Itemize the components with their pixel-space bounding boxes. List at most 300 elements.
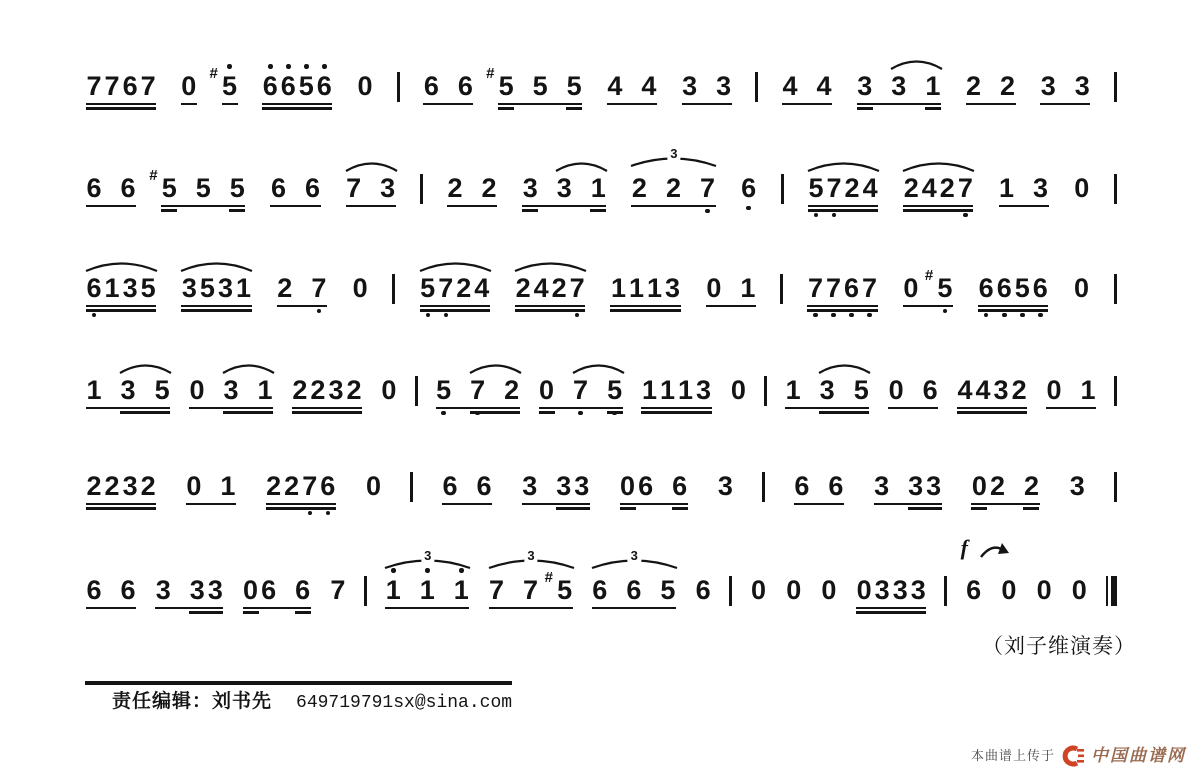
beam-line xyxy=(262,103,332,105)
beam-line xyxy=(86,503,156,505)
triplet-number: 3 xyxy=(421,549,434,562)
slur-arc xyxy=(344,159,399,173)
sub-beam-line xyxy=(857,107,873,109)
beam-line xyxy=(86,507,156,509)
note-group xyxy=(276,275,328,314)
note-digit: 2 xyxy=(86,471,102,501)
sub-beam-line xyxy=(189,611,223,613)
notation-row-5 xyxy=(85,472,1117,512)
note-digit: 5 xyxy=(435,377,453,404)
note-digit: 6 xyxy=(86,173,102,203)
beam-line xyxy=(856,611,926,613)
note-digit: 2 xyxy=(346,375,362,405)
slur-arc xyxy=(889,57,944,71)
note-group xyxy=(806,275,878,314)
note-digit: 5 xyxy=(532,71,548,101)
slur-arc xyxy=(571,361,626,375)
barline xyxy=(1114,376,1117,406)
note-group xyxy=(793,473,845,512)
note-group xyxy=(977,275,1049,314)
note-group xyxy=(85,473,157,512)
barline xyxy=(420,174,423,204)
beam-line xyxy=(292,407,362,409)
note-digit: 7 xyxy=(698,175,716,202)
beam-line xyxy=(186,503,236,505)
note-group xyxy=(486,65,583,112)
beam-line xyxy=(442,503,492,505)
note-group xyxy=(180,73,198,112)
note-digit: 2 xyxy=(903,173,919,203)
note-digit: 0 xyxy=(381,375,397,405)
slur-arc xyxy=(418,259,493,273)
octave-dot-below xyxy=(963,213,968,218)
beam-line xyxy=(155,607,223,609)
beam-line xyxy=(999,205,1049,207)
note-group xyxy=(180,275,252,314)
beam-line xyxy=(978,309,1048,311)
beam-line xyxy=(857,103,941,105)
barline xyxy=(762,472,765,502)
octave-dot-above xyxy=(227,64,232,69)
note-digit: 7 xyxy=(437,275,455,302)
note-digit: 2 xyxy=(292,375,308,405)
note-group xyxy=(419,275,491,314)
footer-editor-line xyxy=(112,691,512,714)
note-digit: 2 xyxy=(1000,71,1016,101)
note-digit: 1 xyxy=(590,173,606,203)
sub-beam-line xyxy=(1023,507,1039,509)
note-group xyxy=(716,473,734,512)
slur-arc xyxy=(118,361,173,375)
note-digit: 0 xyxy=(1001,575,1017,605)
note-digit: 1 xyxy=(104,273,120,303)
beam-line xyxy=(181,309,251,311)
note-group xyxy=(351,275,369,314)
octave-dot-below xyxy=(867,313,872,318)
beam-line xyxy=(86,305,156,307)
note-group xyxy=(856,73,942,112)
octave-dot-above xyxy=(391,568,396,573)
note-group xyxy=(740,175,758,214)
note-digit: 4 xyxy=(533,273,549,303)
octave-dot-above xyxy=(304,64,309,69)
sub-beam-line xyxy=(120,411,170,413)
note-group xyxy=(1035,577,1053,616)
sub-beam-line xyxy=(498,107,514,109)
note-digit: 4 xyxy=(607,71,623,101)
sub-beam-line xyxy=(925,107,941,109)
note-digit: 6 xyxy=(315,73,333,100)
beam-line xyxy=(874,503,942,505)
note-digit: 3 xyxy=(665,273,681,303)
note-group xyxy=(956,377,1028,416)
note-digit: 2 xyxy=(631,173,647,203)
slur-arc xyxy=(468,361,523,375)
note-group xyxy=(681,73,733,112)
note-digit: 6 xyxy=(85,275,103,302)
note-group xyxy=(729,377,747,416)
beam-line xyxy=(515,305,585,307)
note-group xyxy=(188,377,274,416)
note-digit: 0 xyxy=(365,471,381,501)
note-group xyxy=(435,377,521,416)
note-digit: 6 xyxy=(86,575,102,605)
note-group xyxy=(781,73,833,112)
note-digit: 0 xyxy=(888,375,904,405)
note-group xyxy=(521,175,607,214)
note-group xyxy=(269,175,321,214)
note-digit: 3 xyxy=(874,471,890,501)
beam-line xyxy=(856,607,926,609)
octave-dot-below xyxy=(441,411,446,416)
note-group xyxy=(630,146,716,214)
note-digit: 3 xyxy=(717,471,733,501)
note-group xyxy=(960,535,983,616)
note-digit: 3 xyxy=(556,471,572,501)
note-group xyxy=(1000,577,1018,616)
note-digit: 0 xyxy=(1074,273,1090,303)
note-group xyxy=(965,73,1017,112)
beam-line xyxy=(807,309,877,311)
sub-beam-line xyxy=(672,507,688,509)
note-digit: 0 xyxy=(243,575,259,605)
octave-dot-below xyxy=(575,313,580,318)
note-digit: 5 # xyxy=(486,65,514,101)
note-group xyxy=(380,377,398,416)
note-digit: 5 xyxy=(807,175,825,202)
beam-line xyxy=(420,305,490,307)
beam-line xyxy=(807,305,877,307)
beam-line xyxy=(423,103,473,105)
note-digit: 7 xyxy=(310,275,328,302)
beam-line xyxy=(522,205,606,207)
note-digit: 7 xyxy=(301,473,319,500)
note-digit: 2 xyxy=(551,273,567,303)
barline xyxy=(764,376,767,406)
note-group xyxy=(609,275,681,314)
note-digit: 1 xyxy=(235,273,252,303)
beam-line xyxy=(189,407,273,409)
barline xyxy=(410,472,413,502)
sub-beam-line xyxy=(620,507,636,509)
notation-row-6 xyxy=(85,535,1117,616)
note-group xyxy=(705,275,757,314)
beam-line xyxy=(888,407,938,409)
note-digit: 6 xyxy=(261,73,279,100)
sub-beam-line xyxy=(607,411,623,413)
note-group xyxy=(887,377,939,416)
note-digit: 1 xyxy=(659,375,675,405)
note-group xyxy=(606,73,658,112)
note-digit: 3 xyxy=(682,71,698,101)
beam-line xyxy=(161,205,245,207)
note-digit: 3 xyxy=(993,375,1009,405)
beam-line xyxy=(808,209,878,211)
beam-line xyxy=(782,103,832,105)
note-group xyxy=(345,175,397,214)
note-digit: 3 xyxy=(122,273,138,303)
note-digit: 6 xyxy=(995,275,1013,302)
note-digit: 4 xyxy=(921,173,937,203)
note-digit: 6 xyxy=(122,71,138,101)
note-digit: 5 xyxy=(199,273,215,303)
note-digit: 2 xyxy=(447,173,463,203)
octave-dot-below xyxy=(705,209,710,214)
note-digit: 6 xyxy=(977,275,995,302)
note-digit: 5 xyxy=(660,575,676,605)
site-logo-icon xyxy=(1061,745,1085,767)
beam-line xyxy=(86,407,170,409)
beam-line xyxy=(682,103,732,105)
note-group xyxy=(694,577,712,616)
barline xyxy=(755,72,758,102)
beam-line xyxy=(808,205,878,207)
note-group xyxy=(807,175,879,214)
beam-line xyxy=(592,607,676,609)
final-barline xyxy=(1106,576,1118,606)
falling-arrow-icon xyxy=(978,541,1014,563)
beam-line xyxy=(86,103,156,105)
note-digit: 6 xyxy=(828,471,844,501)
octave-dot-below xyxy=(578,411,583,416)
barline xyxy=(1114,472,1117,502)
octave-dot-below xyxy=(832,213,837,218)
note-group xyxy=(785,577,803,616)
editor-email: 649719791sx@sina.com xyxy=(296,693,513,713)
note-digit: 6 xyxy=(279,73,297,100)
note-digit: 0 xyxy=(821,575,837,605)
beam-line xyxy=(86,309,156,311)
beam-line xyxy=(522,503,590,505)
note-digit: 3 xyxy=(380,173,396,203)
note-digit: 3 xyxy=(122,471,138,501)
watermark-prefix: 本曲谱上传于 xyxy=(970,748,1055,763)
octave-dot-below xyxy=(984,313,989,318)
note-digit: 3 xyxy=(1069,471,1085,501)
note-digit: 6 xyxy=(423,71,439,101)
note-digit: 2 xyxy=(104,471,120,501)
note-digit: 2 xyxy=(284,471,300,501)
beam-line xyxy=(971,503,1039,505)
notation-row-4 xyxy=(85,376,1117,416)
note-digit: 5 xyxy=(1013,275,1031,302)
note-digit: 2 xyxy=(939,173,955,203)
sub-beam-line xyxy=(566,107,582,109)
note-digit: 1 xyxy=(86,375,102,405)
octave-dot-below xyxy=(849,313,854,318)
note-group xyxy=(873,473,943,512)
note-digit: 0 xyxy=(1036,575,1052,605)
note-digit: 5 # xyxy=(936,275,954,302)
note-digit: 0 xyxy=(903,273,919,303)
note-digit: 3 xyxy=(874,575,890,605)
octave-dot-below xyxy=(92,313,97,318)
note-digit: 3 xyxy=(328,375,344,405)
note-digit: 6 xyxy=(626,575,642,605)
slur-arc xyxy=(84,259,159,273)
note-digit: 1 xyxy=(1080,375,1096,405)
note-digit: 2 xyxy=(989,471,1005,501)
note-digit: 1 xyxy=(999,173,1015,203)
note-digit: 0 xyxy=(856,575,872,605)
note-group xyxy=(1045,377,1097,416)
beam-line xyxy=(489,607,573,609)
note-digit: 7 xyxy=(489,575,505,605)
beam-line xyxy=(903,305,953,307)
note-digit: 0 xyxy=(1046,375,1062,405)
note-digit: 2 xyxy=(844,173,860,203)
note-digit: 7 xyxy=(469,377,487,404)
beam-line xyxy=(539,407,623,409)
note-group xyxy=(384,548,470,616)
note-group xyxy=(422,73,474,112)
octave-dot-above xyxy=(459,568,464,573)
notation-row-3 xyxy=(85,267,1117,314)
beam-line xyxy=(346,205,396,207)
beam-line xyxy=(266,503,336,505)
beam-line xyxy=(420,309,490,311)
barline xyxy=(1114,72,1117,102)
note-digit: 1 xyxy=(452,577,470,604)
note-digit: 7 xyxy=(861,275,879,302)
note-digit: 4 xyxy=(957,375,973,405)
note-digit: 3 xyxy=(891,71,907,101)
note-digit: 7 xyxy=(86,71,102,101)
sub-beam-line xyxy=(295,611,311,613)
note-digit: 3 xyxy=(908,471,924,501)
note-digit: 3 xyxy=(696,375,712,405)
note-digit: 2 xyxy=(515,273,531,303)
note-group xyxy=(970,473,1040,512)
note-group xyxy=(784,377,870,416)
note-digit: 6 xyxy=(120,575,136,605)
sub-beam-line xyxy=(819,411,869,413)
note-digit: 6 xyxy=(261,575,277,605)
slur-arc xyxy=(817,361,872,375)
note-digit: 3 xyxy=(522,173,538,203)
octave-dot-above xyxy=(268,64,273,69)
note-digit: 0 xyxy=(620,471,636,501)
note-digit: 3 xyxy=(189,575,205,605)
sharp-icon: # xyxy=(149,167,158,184)
note-digit: 0 xyxy=(357,71,373,101)
octave-dot-below xyxy=(1020,313,1025,318)
beam-line xyxy=(785,407,869,409)
sub-beam-line xyxy=(161,209,177,211)
note-digit: 2 xyxy=(1011,375,1027,405)
note-digit: 3 xyxy=(207,575,223,605)
beam-line xyxy=(641,411,711,413)
sub-beam-line xyxy=(556,507,590,509)
note-group xyxy=(902,175,974,214)
note-group xyxy=(749,577,767,616)
octave-dot-below xyxy=(326,511,331,516)
note-group xyxy=(538,377,624,416)
note-group xyxy=(265,473,337,512)
note-group xyxy=(209,65,239,112)
slur-arc xyxy=(806,159,881,173)
octave-dot-below xyxy=(1038,313,1043,318)
note-group xyxy=(154,577,224,616)
note-digit: 2 xyxy=(1023,471,1039,501)
sub-beam-line xyxy=(243,611,259,613)
sub-beam-line xyxy=(590,209,606,211)
note-digit: 4 xyxy=(816,71,832,101)
beam-line xyxy=(277,305,327,307)
note-digit: 6 xyxy=(922,375,938,405)
note-digit: 7 xyxy=(523,575,539,605)
note-digit: 2 xyxy=(456,273,472,303)
sub-beam-line xyxy=(539,411,555,413)
note-digit: 3 xyxy=(522,471,538,501)
note-digit: 1 xyxy=(628,273,645,303)
note-digit: 7 xyxy=(825,175,843,202)
beam-line xyxy=(270,205,320,207)
beam-line xyxy=(292,411,362,413)
note-digit: 1 xyxy=(220,471,236,501)
editor-label: 责任编辑：刘书先 xyxy=(112,691,273,712)
sharp-icon: # xyxy=(924,267,934,284)
note-digit: 3 xyxy=(574,471,590,501)
slur-arc xyxy=(513,259,588,273)
note-digit: 5 xyxy=(154,375,170,405)
slur-arc xyxy=(179,259,254,273)
note-group xyxy=(998,175,1050,214)
beam-line xyxy=(641,407,711,409)
note-digit: 7 xyxy=(572,377,590,404)
note-digit: 3 xyxy=(1040,71,1056,101)
note-digit: 2 xyxy=(277,273,293,303)
note-digit: 3 xyxy=(857,71,873,101)
beam-line xyxy=(181,305,251,307)
note-group xyxy=(446,175,498,214)
octave-dot-below xyxy=(814,213,819,218)
note-group xyxy=(591,548,677,616)
beam-line xyxy=(86,107,156,109)
note-digit: 6 xyxy=(672,471,688,501)
octave-dot-below xyxy=(746,206,751,211)
note-group xyxy=(441,473,493,512)
note-digit: 6 xyxy=(120,173,136,203)
note-digit: 0 xyxy=(181,71,197,101)
note-group xyxy=(1073,275,1091,314)
beam-line xyxy=(436,407,520,409)
beam-line xyxy=(607,103,657,105)
note-digit: 5 xyxy=(853,375,869,405)
note-group xyxy=(855,577,927,616)
note-digit: 7 xyxy=(104,71,120,101)
note-group xyxy=(291,377,363,416)
beam-line xyxy=(903,205,973,207)
note-digit: 0 xyxy=(1071,575,1087,605)
note-digit: 6 xyxy=(442,471,458,501)
octave-dot-below xyxy=(1002,313,1007,318)
note-digit: 3 xyxy=(120,375,136,405)
note-group xyxy=(185,473,237,512)
beam-line xyxy=(957,411,1027,413)
note-digit: 3 xyxy=(892,575,908,605)
note-group xyxy=(1073,175,1091,214)
note-digit: 6 xyxy=(740,175,758,202)
barline xyxy=(364,576,367,606)
note-digit: 3 xyxy=(926,471,942,501)
sub-beam-line xyxy=(522,209,538,211)
barline xyxy=(392,274,395,304)
note-group xyxy=(85,377,171,416)
barline xyxy=(1114,274,1117,304)
barline xyxy=(781,174,784,204)
note-digit: 3 xyxy=(819,375,835,405)
